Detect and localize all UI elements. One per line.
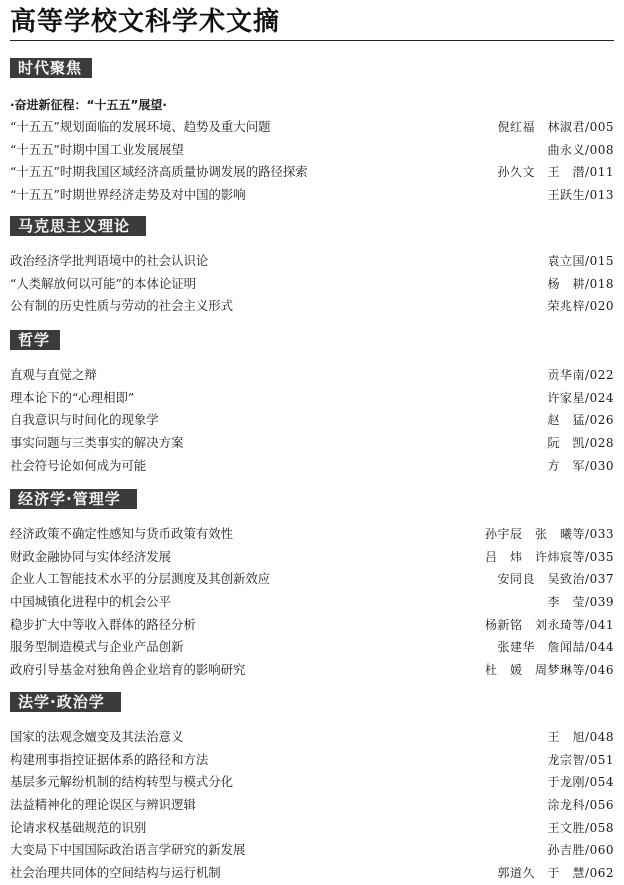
entry-page: 046 <box>589 663 614 678</box>
entry-authors: 王跃生 <box>547 188 586 203</box>
entry-title[interactable]: 国家的法观念嬗变及其法治意义 <box>10 729 184 744</box>
entry-page: 015 <box>589 254 614 268</box>
toc-entry[interactable] <box>10 364 614 387</box>
entry-authors: 孙宇辰 张 曦等 <box>485 527 586 541</box>
entry-page: 039 <box>589 595 614 610</box>
entry-byline: 王文胜/058 <box>547 820 614 835</box>
toc-entry[interactable] <box>10 726 614 749</box>
toc-entry[interactable] <box>10 139 614 162</box>
entry-list <box>10 250 614 318</box>
toc-entry[interactable] <box>10 184 614 207</box>
entry-byline: 孙吉胜/060 <box>547 843 614 858</box>
toc-entry[interactable] <box>10 455 614 478</box>
entry-byline: 倪红福 林淑君/005 <box>497 120 614 134</box>
toc-entry[interactable] <box>10 161 614 184</box>
entry-authors: 杨 耕 <box>547 276 586 291</box>
entry-authors: 于龙刚 <box>547 775 586 790</box>
entry-title[interactable]: 法益精神化的理论误区与辨识逻辑 <box>10 797 196 813</box>
entry-authors: 孙吉胜 <box>547 843 586 858</box>
entry-title[interactable]: “人类解放何以可能”的本体论证明 <box>10 275 197 291</box>
entry-title[interactable]: 构建刑事指控证据体系的路径和方法 <box>10 751 209 767</box>
entry-authors: 赵 猛 <box>547 413 586 428</box>
toc-entry[interactable] <box>10 839 614 862</box>
entry-page: 020 <box>589 299 614 314</box>
entry-page: 008 <box>589 142 614 157</box>
entry-page: 048 <box>589 730 614 744</box>
entry-authors: 郭道久 于 慧 <box>497 866 586 881</box>
section-era-focus <box>10 58 614 207</box>
entry-authors: 许家星 <box>547 390 586 405</box>
entry-title[interactable]: 论请求权基础规范的识别 <box>10 819 147 835</box>
entry-byline: 荣兆梓/020 <box>547 299 614 314</box>
toc-entry[interactable] <box>10 817 614 840</box>
entry-title[interactable]: 大变局下中国国际政治语言学研究的新发展 <box>10 842 246 858</box>
toc-entry[interactable] <box>10 771 614 794</box>
entry-title[interactable]: 财政金融协同与实体经济发展 <box>10 548 172 564</box>
section-header: 时代聚焦 <box>10 58 92 78</box>
toc-entry[interactable] <box>10 862 614 885</box>
entry-page: 037 <box>589 572 614 587</box>
title-rule <box>10 40 614 41</box>
entry-page: 026 <box>589 413 614 428</box>
toc-entry[interactable] <box>10 523 614 546</box>
entry-list <box>10 116 614 207</box>
entry-title[interactable]: “十五五”时期中国工业发展展望 <box>10 141 184 157</box>
entry-title[interactable]: “十五五”时期我国区域经济高质量协调发展的路径探索 <box>10 164 308 180</box>
entry-page: 024 <box>589 390 614 405</box>
entry-page: 058 <box>589 820 614 835</box>
entry-authors: 王 旭 <box>547 730 586 744</box>
entry-authors: 荣兆梓 <box>547 299 586 314</box>
section-law-politics <box>10 692 614 885</box>
entry-authors: 孙久文 王 潜 <box>497 165 586 180</box>
entry-page: 018 <box>589 276 614 291</box>
entry-byline: 王 旭/048 <box>547 730 614 744</box>
entry-page: 054 <box>589 775 614 790</box>
entry-page: 022 <box>589 368 614 382</box>
entry-page: 056 <box>589 798 614 813</box>
section-subheading: ·奋进新征程：“十五五”展望· <box>10 98 167 112</box>
toc-entry[interactable] <box>10 636 614 659</box>
toc-entry[interactable] <box>10 387 614 410</box>
entry-authors: 曲永义 <box>547 142 586 157</box>
entry-authors: 阮 凯 <box>547 436 586 451</box>
entry-byline: 涂龙科/056 <box>547 798 614 813</box>
entry-page: 013 <box>589 188 614 203</box>
entry-authors: 安同良 吴致治 <box>497 572 586 587</box>
entry-page: 033 <box>589 527 614 541</box>
entry-title[interactable]: 事实问题与三类事实的解决方案 <box>10 435 184 451</box>
entry-list <box>10 523 614 682</box>
entry-title[interactable]: 稳步扩大中等收入群体的路径分析 <box>10 616 196 632</box>
entry-title[interactable]: 中国城镇化进程中的机会公平 <box>10 594 172 610</box>
entry-page: 035 <box>589 549 614 564</box>
entry-title[interactable]: 公有制的历史性质与劳动的社会主义形式 <box>10 298 234 314</box>
section-header: 法学·政治学 <box>10 692 121 712</box>
entry-page: 028 <box>589 436 614 451</box>
toc-entry[interactable] <box>10 295 614 318</box>
entry-list <box>10 364 614 477</box>
section-marxism <box>10 216 614 318</box>
toc-entry[interactable] <box>10 591 614 614</box>
entry-page: 041 <box>589 617 614 632</box>
entry-title[interactable]: “十五五”规划面临的发展环境、趋势及重大问题 <box>10 119 271 134</box>
entry-authors: 袁立国 <box>547 254 586 268</box>
entry-byline: 杨新铭 刘永琦等/041 <box>485 617 614 632</box>
entry-authors: 方 军 <box>547 458 586 473</box>
entry-page: 062 <box>589 866 614 881</box>
entry-authors: 贡华南 <box>547 368 586 382</box>
entry-title[interactable]: 理本论下的“心理相即” <box>10 389 135 405</box>
entry-authors: 龙宗智 <box>547 752 586 767</box>
entry-page: 005 <box>589 120 614 134</box>
section-economics-management <box>10 489 614 682</box>
entry-byline: 杨 耕/018 <box>547 276 614 291</box>
toc-entry[interactable] <box>10 568 614 591</box>
entry-byline: 张建华 詹闻喆/044 <box>497 640 614 655</box>
entry-byline: 曲永义/008 <box>547 142 614 157</box>
toc-entry[interactable] <box>10 250 614 273</box>
entry-byline: 赵 猛/026 <box>547 413 614 428</box>
entry-byline: 王跃生/013 <box>547 188 614 203</box>
entry-authors: 杜 媛 周梦琳等 <box>485 663 586 678</box>
entry-page: 060 <box>589 843 614 858</box>
entry-title[interactable]: 服务型制造模式与企业产品创新 <box>10 639 184 655</box>
entry-byline: 许家星/024 <box>547 390 614 405</box>
entry-byline: 郭道久 于 慧/062 <box>497 866 614 881</box>
section-header: 经济学·管理学 <box>10 489 137 509</box>
entry-authors: 吕 炜 许炜宸等 <box>485 549 586 564</box>
entry-title[interactable]: 社会治理共同体的空间结构与运行机制 <box>10 865 221 881</box>
toc-entry[interactable] <box>10 409 614 432</box>
entry-authors: 张建华 詹闻喆 <box>497 640 586 655</box>
entry-byline: 方 军/030 <box>547 458 614 473</box>
entry-list <box>10 726 614 885</box>
entry-page: 051 <box>589 752 614 767</box>
section-philosophy <box>10 330 614 477</box>
entry-byline: 袁立国/015 <box>547 254 614 268</box>
entry-title[interactable]: 直观与直觉之辩 <box>10 367 97 382</box>
toc-entry[interactable] <box>10 659 614 682</box>
entry-byline: 孙久文 王 潜/011 <box>497 165 614 180</box>
entry-title[interactable]: “十五五”时期世界经济走势及对中国的影响 <box>10 187 246 203</box>
entry-title[interactable]: 自我意识与时间化的现象学 <box>10 412 159 428</box>
toc-entry[interactable] <box>10 614 614 637</box>
toc-entry[interactable] <box>10 116 614 139</box>
toc-entry[interactable] <box>10 546 614 569</box>
entry-byline: 孙宇辰 张 曦等/033 <box>485 527 614 541</box>
section-header: 哲学 <box>10 330 60 350</box>
entry-title[interactable]: 政治经济学批判语境中的社会认识论 <box>10 253 209 268</box>
entry-title[interactable]: 基层多元解纷机制的结构转型与模式分化 <box>10 774 234 790</box>
entry-title[interactable]: 经济政策不确定性感知与货币政策有效性 <box>10 526 234 541</box>
entry-title[interactable]: 社会符号论如何成为可能 <box>10 457 147 473</box>
entry-title[interactable]: 企业人工智能技术水平的分层测度及其创新效应 <box>10 571 271 587</box>
entry-byline: 贡华南/022 <box>547 368 614 382</box>
toc-entry[interactable] <box>10 749 614 772</box>
journal-title: 高等学校文科学术文摘 <box>10 7 281 37</box>
entry-authors: 王文胜 <box>547 820 586 835</box>
entry-authors: 倪红福 林淑君 <box>497 120 586 134</box>
entry-page: 011 <box>589 165 614 180</box>
entry-byline: 于龙刚/054 <box>547 775 614 790</box>
entry-authors: 涂龙科 <box>547 798 586 813</box>
entry-authors: 杨新铭 刘永琦等 <box>485 617 586 632</box>
entry-byline: 安同良 吴致治/037 <box>497 572 614 587</box>
entry-byline: 阮 凯/028 <box>547 436 614 451</box>
entry-authors: 李 莹 <box>547 595 586 610</box>
section-header: 马克思主义理论 <box>10 216 146 236</box>
entry-page: 044 <box>589 640 614 655</box>
entry-byline: 杜 媛 周梦琳等/046 <box>485 663 614 678</box>
entry-title[interactable]: 政府引导基金对独角兽企业培育的影响研究 <box>10 662 246 678</box>
contents-page <box>10 0 614 880</box>
toc-entry[interactable] <box>10 794 614 817</box>
entry-byline: 龙宗智/051 <box>547 752 614 767</box>
entry-byline: 吕 炜 许炜宸等/035 <box>485 549 614 564</box>
entry-page: 030 <box>589 458 614 473</box>
entry-byline: 李 莹/039 <box>547 595 614 610</box>
toc-entry[interactable] <box>10 273 614 296</box>
toc-entry[interactable] <box>10 432 614 455</box>
